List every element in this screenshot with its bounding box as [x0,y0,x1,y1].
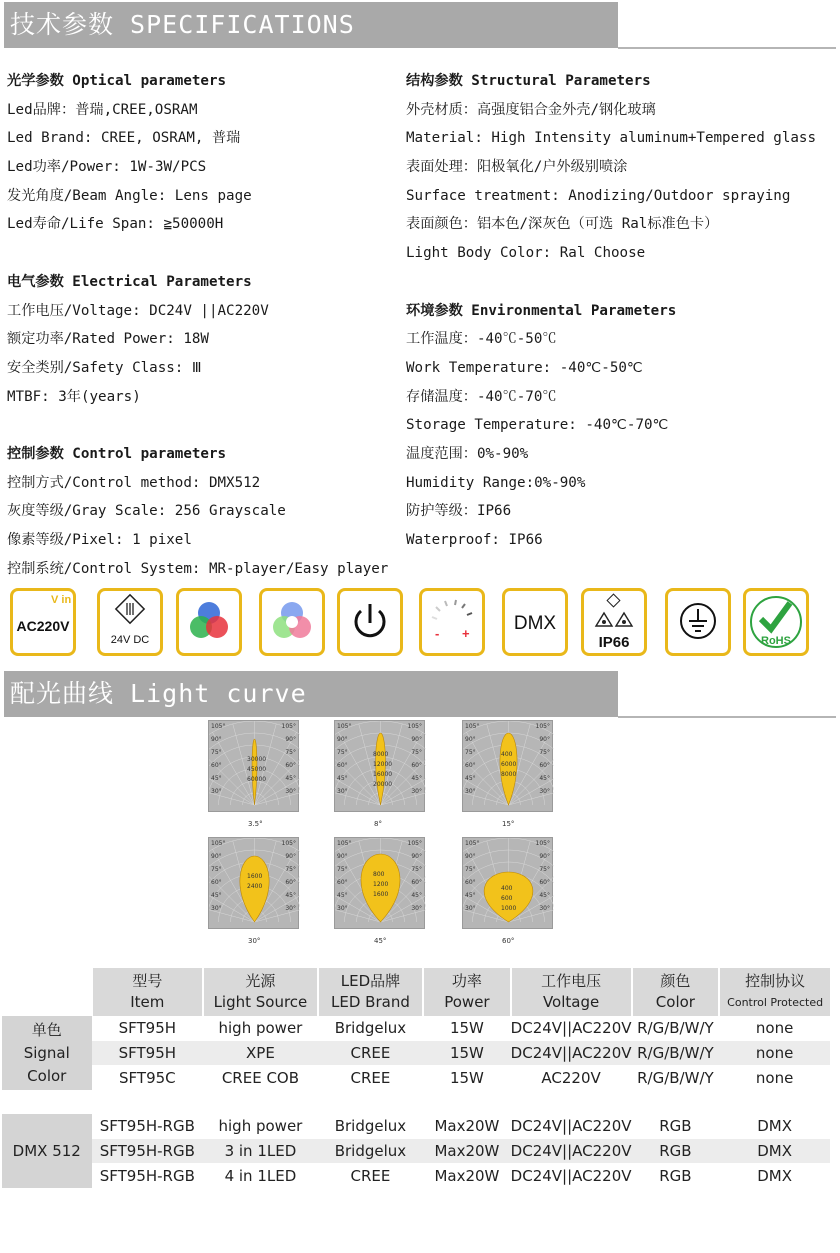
rohs-icon [743,588,809,656]
polar-intensity-value: 30000 [247,755,267,763]
polar-angle-tick: 105° [535,723,550,730]
polar-angle-tick: 75° [465,866,476,873]
polar-angle-tick: 60° [285,879,296,886]
table-cell: Bridgelux [334,1019,407,1038]
polar-angle-tick: 90° [411,736,422,743]
polar-angle-tick: 75° [411,749,422,756]
polar-angle-tick: 75° [465,749,476,756]
control-line: 灰度等级/Gray Scale: 256 Grayscale [7,503,286,520]
polar-angle-tick: 90° [337,853,348,860]
beam-angle-caption: 45° [374,937,387,945]
table-cell: R/G/B/W/Y [637,1068,714,1087]
polar-angle-tick: 105° [407,723,422,730]
control-line: 像素等级/Pixel: 1 pixel [7,532,192,548]
polar-intensity-value: 2400 [247,882,263,890]
table-cell: RGB [632,1139,720,1164]
polar-angle-tick: 75° [337,749,348,756]
polar-angle-tick: 30° [211,905,222,912]
polar-angle-tick: 30° [411,905,422,912]
electrical-line: 安全类别/Safety Class: Ⅲ [7,359,202,376]
polar-angle-tick: 105° [211,840,226,847]
light-curve-banner [4,671,618,717]
polar-angle-tick: 75° [211,749,222,756]
header-voltage [511,968,632,1016]
polar-angle-tick: 45° [285,892,296,899]
polar-intensity-value: 800 [373,871,385,878]
polar-angle-tick: 45° [411,775,422,782]
polar-angle-tick: 90° [211,736,222,743]
dmx512-label: DMX 512 [2,1114,92,1188]
polar-angle-tick: 45° [337,775,348,782]
table-cell: SFT95H-RGB [99,1117,195,1136]
polar-intensity-value: 6000 [501,761,517,768]
polar-angle-tick: 30° [411,788,422,795]
polar-intensity-value: 8000 [373,751,389,758]
polar-angle-tick: 75° [539,866,550,873]
table-cell: Voltage [542,993,600,1011]
table-cell: SFT95C [119,1068,176,1087]
header-item [92,968,204,1016]
structural-line: 表面处理：阳极氧化/户外级别喷涂 [406,159,628,176]
polar-intensity-value: 8000 [501,771,517,778]
polar-angle-tick: 60° [411,879,422,886]
header-led-brand [318,968,423,1016]
polar-angle-tick: 60° [539,879,550,886]
control-line: 控制方式/Control method: DMX512 [7,474,261,491]
table-cell: 单色 [31,1020,62,1039]
structural-line: Surface treatment: Anodizing/Outdoor spraying [406,187,791,204]
dimmer-icon [419,588,485,656]
environmental-heading: 环境参数 Environmental Parameters [406,302,677,319]
electrical-line: 额定功率/Rated Power: 18W [7,331,209,348]
polar-curve-panel [334,720,425,812]
table-cell: 15W [449,1068,484,1087]
table-cell: LED Brand [331,993,410,1011]
polar-angle-tick: 75° [411,866,422,873]
right-spec-column [406,67,816,555]
polar-intensity-value: 45000 [247,765,267,773]
polar-angle-tick: 105° [281,840,296,847]
table-cell: Bridgelux [334,1117,407,1136]
environmental-line: Work Temperature: -40℃-50℃ [406,359,643,376]
24v-dc-icon [97,588,163,656]
table-cell: Color [655,993,695,1011]
specifications-title: 技术参数 SPECIFICATIONS [10,10,355,39]
beam-angle-caption: 15° [502,820,515,828]
table-cell: 颜色 [660,972,691,990]
polar-angle-tick: 105° [337,723,352,730]
polar-intensity-value: 1200 [373,881,389,888]
table-cell: CREE [350,1166,391,1185]
polar-angle-tick: 90° [465,736,476,743]
left-spec-column [7,67,388,583]
ip66-label: IP66 [598,634,630,651]
polar-angle-tick: 45° [285,775,296,782]
light-curve-grid [208,720,568,950]
polar-angle-tick: 60° [211,762,222,769]
polar-curve-panel [462,837,553,929]
polar-curve-panel [208,837,299,929]
table-cell: 型号 [132,972,163,990]
polar-angle-tick: 60° [411,762,422,769]
table-row [2,1041,830,1066]
header-color [632,968,720,1016]
optical-line: Led Brand: CREE, OSRAM, 普瑞 [7,130,241,147]
environmental-line: 温度范围：0%-90% [406,445,529,462]
polar-angle-tick: 90° [539,736,550,743]
table-cell: high power [218,1117,303,1136]
rgbw-color-icon [259,588,325,656]
polar-intensity-value: 1000 [501,904,517,912]
optical-line: Led寿命/Life Span: ≧50000H [7,216,224,233]
table-cell: LED品牌 [340,972,401,990]
environmental-line: Waterproof: IP66 [406,532,543,548]
table-row [2,1016,830,1041]
table-cell: 3 in 1LED [203,1139,318,1164]
table-cell: Max20W [423,1139,511,1164]
polar-angle-tick: 30° [211,788,222,795]
product-spec-table [2,968,830,1188]
table-cell: Bridgelux [318,1139,423,1164]
polar-angle-tick: 105° [407,840,422,847]
rgb-color-icon [176,588,242,656]
polar-angle-tick: 90° [465,853,476,860]
structural-line: Light Body Color: Ral Choose [406,245,646,262]
electrical-line: 工作电压/Voltage: DC24V ||AC220V [7,302,269,319]
polar-angle-tick: 105° [465,723,480,730]
table-cell: none [755,1019,794,1038]
polar-angle-tick: 45° [465,775,476,782]
table-cell: Max20W [434,1166,500,1185]
environmental-line: 工作温度：-40℃-50℃ [406,331,557,348]
beam-angle-caption: 60° [502,937,515,945]
polar-angle-tick: 60° [465,879,476,886]
table-cell: DMX [757,1166,793,1185]
header-power [423,968,511,1016]
polar-intensity-value: 12000 [373,761,393,768]
polar-angle-tick: 105° [211,723,226,730]
polar-angle-tick: 90° [285,853,296,860]
table-cell: Power [444,993,490,1011]
polar-intensity-value: 16000 [373,771,393,778]
table-cell: Max20W [434,1117,500,1136]
rohs-label: RoHS [761,635,791,647]
optical-line: Led品牌：普瑞,CREE,OSRAM [7,101,198,118]
optical-heading: 光学参数 Optical parameters [7,73,227,89]
table-header-row [2,968,830,1016]
dmx-icon [502,588,568,656]
table-cell: DC24V||AC220V [511,1139,632,1164]
polar-angle-tick: 60° [465,762,476,769]
structural-line: 表面颜色：铝本色/深灰色（可选 Ral标准色卡） [406,216,719,233]
environmental-line: 存储温度：-40℃-70℃ [406,388,557,405]
table-cell: 控制协议 [745,972,806,990]
table-cell: 15W [449,1019,484,1038]
table-cell: DC24V||AC220V [511,1041,632,1066]
table-row [2,1139,830,1164]
minus-label: - [435,626,440,641]
polar-intensity-value: 20000 [373,781,393,788]
environmental-line: Storage Temperature: -40℃-70℃ [406,417,669,434]
polar-angle-tick: 60° [539,762,550,769]
table-cell: CREE [350,1068,391,1087]
signal-color-label [2,1016,92,1090]
electrical-heading: 电气参数 Electrical Parameters [7,273,252,290]
polar-intensity-value: 400 [501,884,513,892]
ground-icon [665,588,731,656]
corner-cell [2,968,92,1016]
polar-curve-panel [334,837,425,929]
polar-angle-tick: 75° [285,749,296,756]
polar-angle-tick: 75° [285,866,296,873]
table-cell: R/G/B/W/Y [632,1041,720,1066]
polar-angle-tick: 45° [465,892,476,899]
polar-angle-tick: 75° [211,866,222,873]
polar-angle-tick: 60° [337,879,348,886]
table-cell: SFT95H [118,1019,177,1038]
polar-angle-tick: 105° [465,840,480,847]
beam-angle-caption: 30° [248,937,261,945]
polar-angle-tick: 90° [211,853,222,860]
polar-intensity-value: 400 [501,751,513,758]
polar-angle-tick: 30° [465,905,476,912]
polar-intensity-value: 1600 [247,872,263,880]
table-cell: CREE [318,1041,423,1066]
dmx-label: DMX [513,613,557,634]
polar-angle-tick: 90° [411,853,422,860]
polar-intensity-value: 600 [501,894,513,902]
electrical-line: MTBF: 3年(years) [7,388,141,405]
polar-intensity-value: 60000 [247,775,267,783]
table-cell: 功率 [451,972,482,990]
table-cell: 4 in 1LED [224,1166,297,1185]
polar-angle-tick: 90° [539,853,550,860]
control-heading: 控制参数 Control parameters [7,445,227,462]
table-cell: 光源 [245,972,276,990]
structural-line: 外壳材质：高强度铝合金外壳/钢化玻璃 [406,101,656,118]
control-line: 控制系统/Control System: MR-player/Easy player [7,560,389,577]
header-light-source [203,968,318,1016]
beam-angle-caption: 3.5° [248,820,263,828]
structural-line: Material: High Intensity aluminum+Tempered glass [406,130,816,147]
table-spacer [2,1090,830,1114]
table-cell: DC24V||AC220V [510,1117,632,1136]
table-cell: none [719,1041,830,1066]
optical-line: 发光角度/Beam Angle: Lens page [7,187,252,204]
polar-angle-tick: 45° [211,892,222,899]
ip66-icon [581,588,647,656]
polar-angle-tick: 90° [337,736,348,743]
polar-angle-tick: 105° [337,840,352,847]
feature-icon-row [10,588,836,658]
polar-angle-tick: 30° [337,788,348,795]
table-cell: high power [218,1019,303,1038]
environmental-line: 防护等级：IP66 [406,503,512,520]
table-cell: DC24V||AC220V [510,1019,632,1038]
light-curve-title: 配光曲线 Light curve [10,679,307,708]
polar-angle-tick: 45° [211,775,222,782]
table-cell: Control Protected [727,996,824,1009]
table-cell: DMX [719,1139,830,1164]
polar-angle-tick: 30° [539,905,550,912]
polar-angle-tick: 45° [411,892,422,899]
table-cell: RGB [659,1166,692,1185]
polar-angle-tick: 60° [211,879,222,886]
table-cell: 15W [423,1041,511,1066]
polar-angle-tick: 30° [285,788,296,795]
polar-angle-tick: 60° [337,762,348,769]
polar-angle-tick: 60° [285,762,296,769]
table-cell: SFT95H [92,1041,204,1066]
table-cell: Color [27,1066,67,1085]
polar-angle-tick: 30° [539,788,550,795]
table-cell: XPE [203,1041,318,1066]
polar-curve-panel [208,720,299,812]
banner-rule [618,47,836,49]
table-cell: SFT95H-RGB [99,1166,195,1185]
polar-angle-tick: 75° [539,749,550,756]
table-row [2,1065,830,1090]
table-cell: R/G/B/W/Y [637,1019,714,1038]
table-cell: DMX [757,1117,793,1136]
polar-angle-tick: 30° [285,905,296,912]
ac220v-icon [10,588,76,656]
polar-angle-tick: 45° [539,892,550,899]
polar-angle-tick: 45° [539,775,550,782]
table-row [2,1114,830,1139]
vin-label: V in [51,594,72,606]
table-cell: RGB [659,1117,692,1136]
power-icon [337,588,403,656]
polar-angle-tick: 105° [535,840,550,847]
table-cell: 工作电压 [541,972,602,990]
table-cell: none [755,1068,794,1087]
table-cell: DC24V||AC220V [510,1166,632,1185]
beam-angle-caption: 8° [374,820,382,828]
table-cell: CREE COB [221,1068,300,1087]
polar-curve-panel [462,720,553,812]
polar-angle-tick: 45° [337,892,348,899]
ac220v-label: AC220V [16,618,70,634]
table-cell: Signal [23,1043,70,1062]
table-cell: Item [130,993,165,1011]
polar-angle-tick: 30° [465,788,476,795]
table-cell: SFT95H-RGB [92,1139,204,1164]
structural-heading: 结构参数 Structural Parameters [406,73,651,89]
table-cell: Light Source [213,993,308,1011]
specifications-banner [4,2,618,48]
table-cell: AC220V [541,1068,601,1087]
plus-label: + [462,626,470,641]
banner-rule [618,716,836,718]
polar-intensity-value: 1600 [373,891,389,898]
polar-angle-tick: 105° [281,723,296,730]
environmental-line: Humidity Range:0%-90% [406,474,586,491]
polar-angle-tick: 30° [337,905,348,912]
header-control [719,968,830,1016]
optical-line: Led功率/Power: 1W-3W/PCS [7,159,207,176]
table-row [2,1163,830,1188]
polar-angle-tick: 75° [337,866,348,873]
24v-dc-label: 24V DC [110,634,150,646]
polar-angle-tick: 90° [285,736,296,743]
